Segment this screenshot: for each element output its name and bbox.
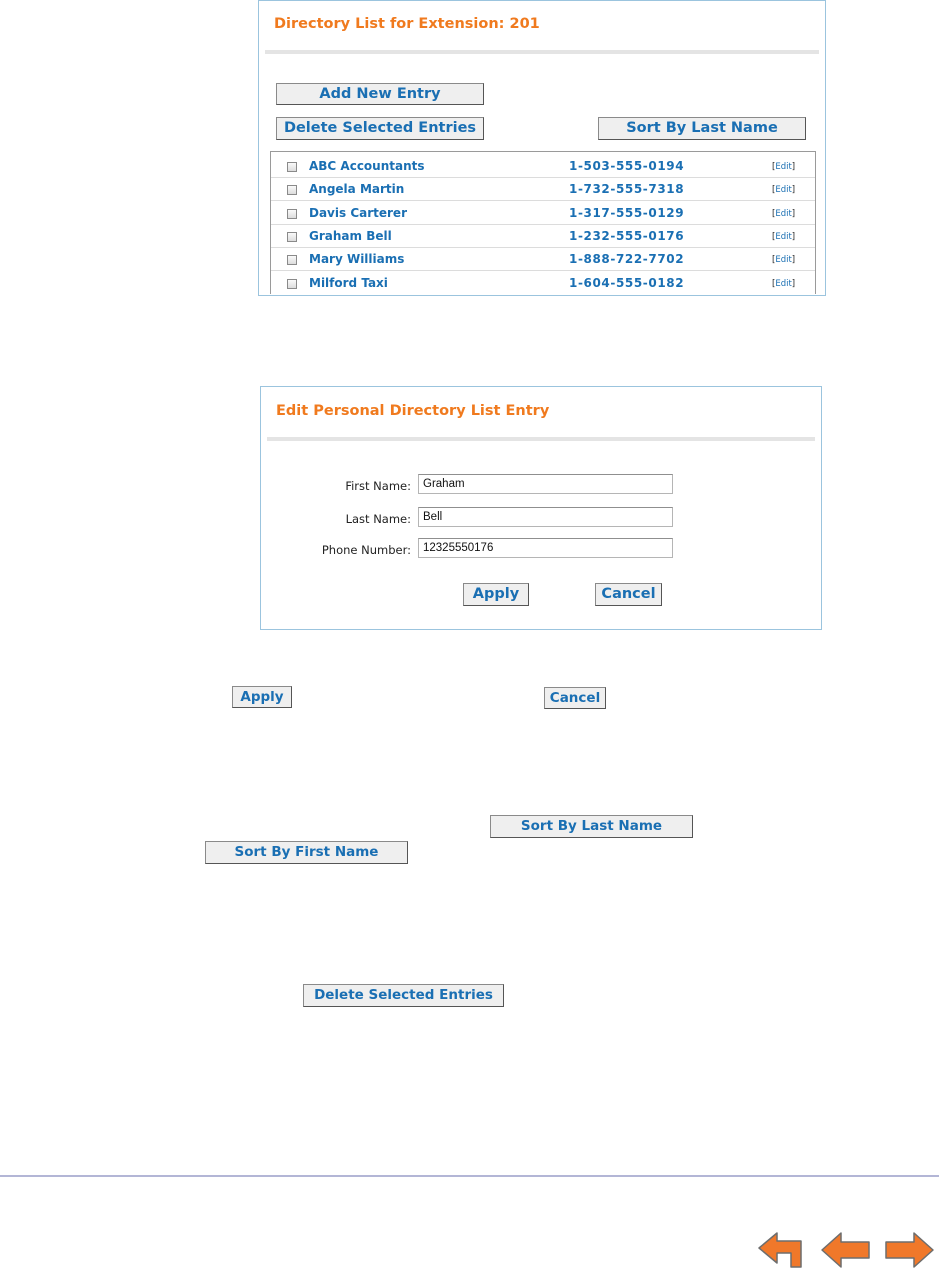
forward-arrow-icon[interactable] [882,1230,936,1270]
edit-link[interactable]: [Edit] [772,231,796,242]
entry-checkbox[interactable] [287,279,297,289]
list-item [271,177,815,201]
entry-checkbox[interactable] [287,162,297,172]
list-item [271,247,815,271]
edit-link-label[interactable]: Edit [775,185,792,196]
apply-button[interactable]: Apply [463,583,529,606]
directory-entry-list [270,151,816,294]
list-item [271,271,815,295]
list-item [271,154,815,178]
entry-name: Angela Martin [309,182,405,197]
entry-name: Mary Williams [309,252,405,267]
entry-phone: 1-317-555-0129 [569,205,685,220]
delete-selected-entries-button-inline[interactable]: Delete Selected Entries [303,984,504,1007]
edit-link[interactable]: [Edit] [772,208,796,219]
first-name-label: First Name: [345,479,411,493]
entry-checkbox[interactable] [287,185,297,195]
edit-link[interactable]: [Edit] [772,278,796,289]
entry-name: Milford Taxi [309,275,388,290]
entry-phone: 1-503-555-0194 [569,159,685,173]
cancel-button[interactable]: Cancel [595,583,662,606]
sort-by-first-name-button-inline[interactable]: Sort By First Name [205,841,408,864]
title-divider [267,437,815,441]
cancel-button-inline[interactable]: Cancel [544,687,606,709]
first-name-field[interactable] [418,474,673,494]
entry-checkbox[interactable] [287,255,297,265]
entry-name: Graham Bell [309,228,392,243]
entry-checkbox[interactable] [287,232,297,242]
edit-entry-title: Edit Personal Directory List Entry [276,403,550,419]
entry-phone: 1-888-722-7702 [569,252,685,267]
sort-by-last-name-button[interactable]: Sort By Last Name [598,117,806,140]
last-name-field[interactable] [418,507,673,527]
list-item [271,224,815,248]
directory-list-title: Directory List for Extension: 201 [274,16,540,32]
edit-link[interactable]: [Edit] [772,185,796,196]
back-arrow-icon[interactable] [819,1230,873,1270]
last-name-label: Last Name: [345,512,411,526]
entry-phone: 1-732-555-7318 [569,182,685,197]
return-arrow-icon[interactable] [755,1230,809,1270]
title-divider [265,50,819,54]
entry-phone: 1-232-555-0176 [569,228,685,243]
footer-divider [0,1175,939,1177]
sort-by-last-name-button-inline[interactable]: Sort By Last Name [490,815,693,838]
entry-phone: 1-604-555-0182 [569,275,685,290]
apply-button-inline[interactable]: Apply [232,686,292,708]
edit-link[interactable]: [Edit] [772,162,796,172]
edit-link-label[interactable]: Edit [775,278,792,289]
phone-number-label: Phone Number: [321,543,411,557]
directory-list-panel [258,0,826,296]
delete-selected-entries-button[interactable]: Delete Selected Entries [276,117,484,140]
edit-link-label[interactable]: Edit [775,231,792,242]
entry-name: ABC Accountants [309,159,425,173]
phone-number-field[interactable] [418,538,673,558]
edit-link[interactable]: [Edit] [772,255,796,266]
entry-name: Davis Carterer [309,205,407,220]
edit-link-label[interactable]: Edit [775,208,792,219]
edit-link-label[interactable]: Edit [775,255,792,266]
entry-checkbox[interactable] [287,209,297,219]
edit-link-label[interactable]: Edit [775,162,792,172]
add-new-entry-button[interactable]: Add New Entry [276,83,484,105]
list-item [271,201,815,225]
edit-entry-panel [260,386,822,630]
